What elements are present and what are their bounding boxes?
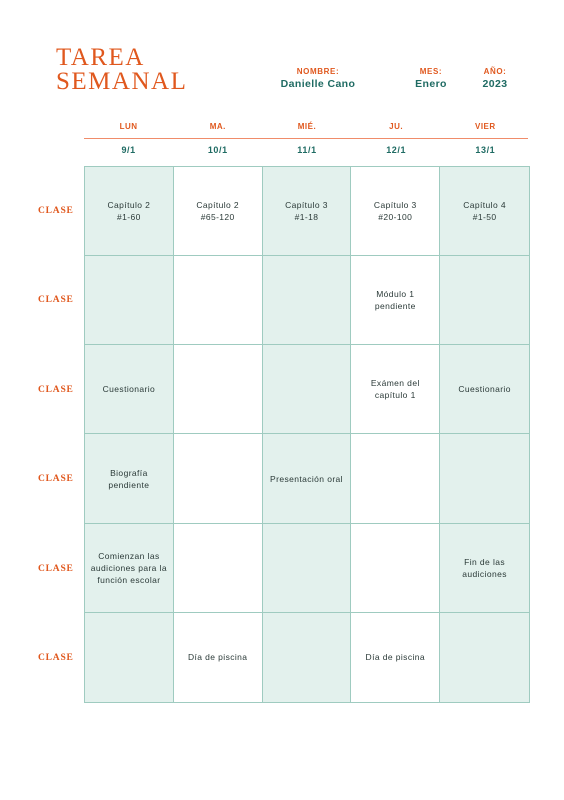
schedule-cell[interactable] — [440, 613, 529, 702]
page-title — [56, 46, 187, 94]
schedule-cell[interactable] — [351, 524, 440, 613]
schedule-cell[interactable] — [174, 345, 263, 434]
schedule-cell[interactable]: Módulo 1 pendiente — [351, 256, 440, 345]
schedule-cell[interactable]: Día de piscina — [174, 613, 263, 702]
schedule-cell[interactable]: Fin de las audiciones — [440, 524, 529, 613]
name-label: NOMBRE: — [296, 67, 340, 76]
schedule-cell[interactable]: Exámen del capítulo 1 — [351, 345, 440, 434]
schedule-cell[interactable]: Capítulo 3 #20-100 — [351, 167, 440, 256]
header-divider — [84, 138, 528, 139]
schedule-cell[interactable] — [263, 256, 352, 345]
row-label: CLASE — [38, 474, 74, 484]
weekday-label: MIÉ. — [297, 122, 317, 131]
weekday-label: VIER — [475, 122, 496, 131]
schedule-cell[interactable] — [263, 613, 352, 702]
title-line-2: SEMANAL — [56, 68, 188, 95]
year-value: 2023 — [482, 78, 508, 90]
schedule-cell[interactable]: Capítulo 3 #1-18 — [263, 167, 352, 256]
name-value: Danielle Cano — [280, 78, 356, 90]
row-label: CLASE — [38, 295, 74, 305]
schedule-cell[interactable]: Presentación oral — [263, 434, 352, 523]
schedule-cell[interactable]: Cuestionario — [85, 345, 174, 434]
schedule-cell[interactable] — [174, 434, 263, 523]
schedule-cell[interactable] — [263, 524, 352, 613]
year-label: AÑO: — [483, 67, 507, 76]
row-label: CLASE — [38, 385, 74, 395]
date-label: 9/1 — [121, 145, 136, 155]
schedule-cell[interactable] — [85, 613, 174, 702]
weekday-label: MA. — [209, 122, 226, 131]
schedule-cell[interactable]: Comienzan las audiciones para la función escolar — [85, 524, 174, 613]
month-label: MES: — [419, 67, 443, 76]
schedule-cell[interactable]: Día de piscina — [351, 613, 440, 702]
date-label: 12/1 — [386, 145, 407, 155]
weekday-header — [84, 122, 530, 131]
date-label: 13/1 — [475, 145, 496, 155]
weekday-label: JU. — [389, 122, 404, 131]
date-label: 10/1 — [207, 145, 228, 155]
schedule-cell[interactable] — [174, 524, 263, 613]
row-label: CLASE — [38, 206, 74, 216]
schedule-cell[interactable]: Capítulo 4 #1-50 — [440, 167, 529, 256]
schedule-cell[interactable] — [440, 256, 529, 345]
schedule-cell[interactable]: Capítulo 2 #65-120 — [174, 167, 263, 256]
schedule-cell[interactable] — [85, 256, 174, 345]
title-line-1: TAREA — [56, 44, 145, 71]
schedule-cell[interactable] — [263, 345, 352, 434]
schedule-cell[interactable] — [351, 434, 440, 523]
schedule-cell[interactable]: Cuestionario — [440, 345, 529, 434]
row-label: CLASE — [38, 564, 74, 574]
schedule-cell[interactable] — [174, 256, 263, 345]
schedule-cell[interactable] — [440, 434, 529, 523]
schedule-cell[interactable]: Capítulo 2 #1-60 — [85, 167, 174, 256]
weekday-label: LUN — [119, 122, 138, 131]
date-label: 11/1 — [297, 145, 317, 155]
date-header — [84, 145, 530, 155]
row-label: CLASE — [38, 653, 74, 663]
schedule-cell[interactable]: Biografía pendiente — [85, 434, 174, 523]
month-value: Enero — [415, 78, 447, 90]
schedule-grid — [84, 166, 530, 703]
